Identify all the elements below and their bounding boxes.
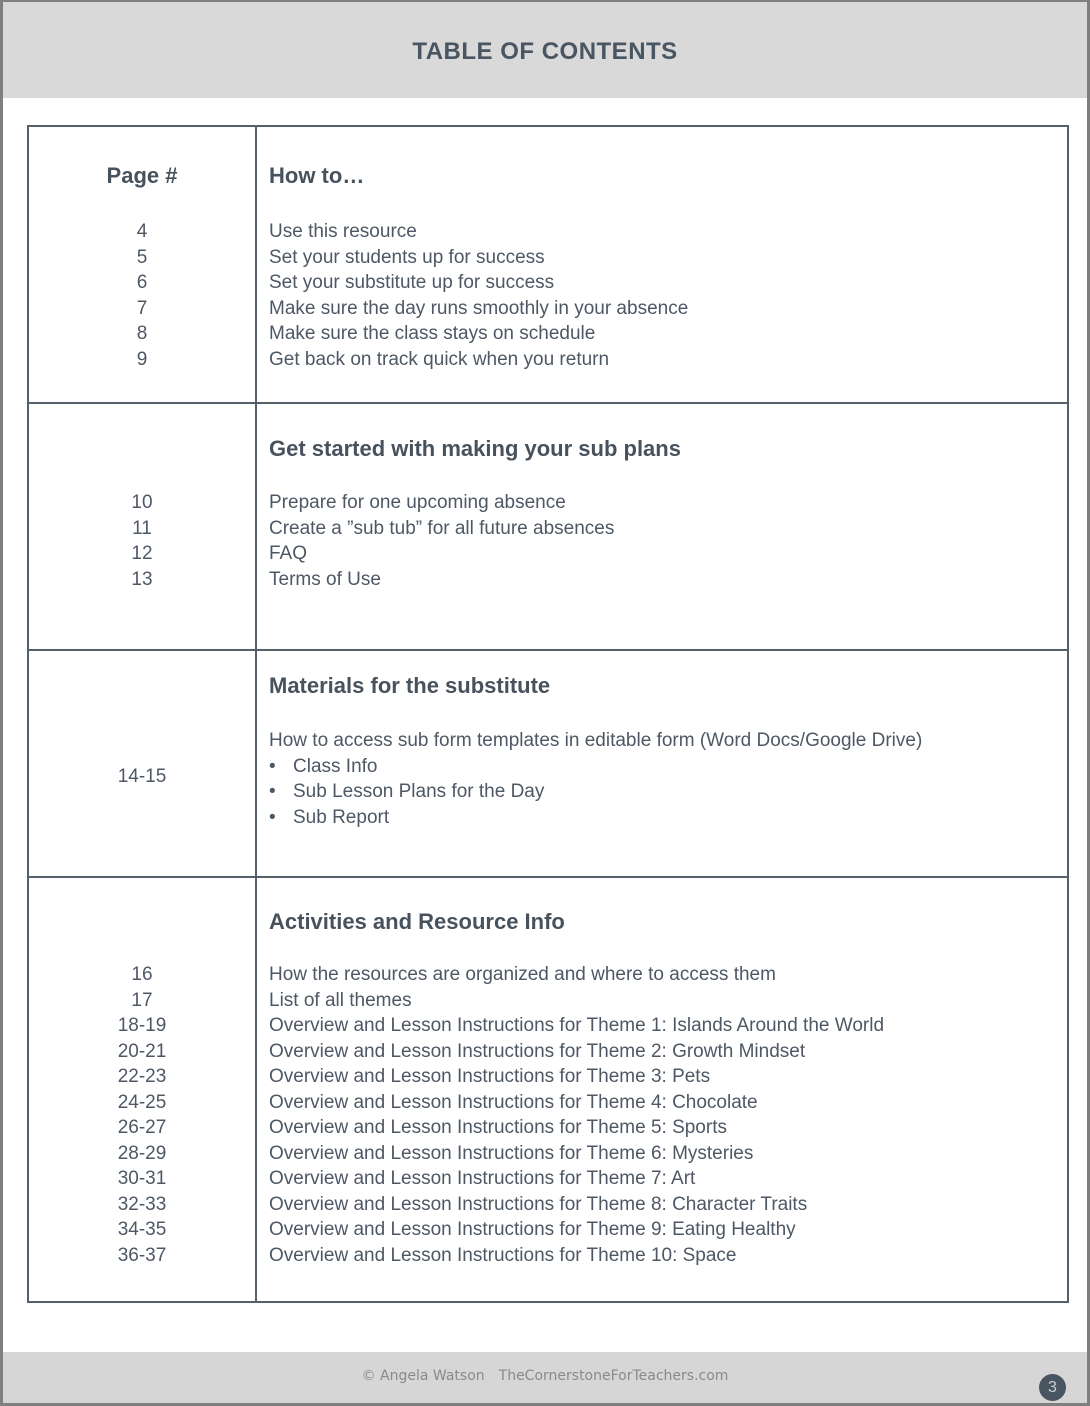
page-number: 30-31 (117, 1168, 167, 1189)
page-number: 10 (131, 492, 153, 513)
toc-entry[interactable]: Prepare for one upcoming absence (269, 492, 566, 513)
footer-credits (3, 1368, 1087, 1384)
page-number: 18-19 (117, 1015, 167, 1036)
bullet-entry[interactable] (269, 779, 1067, 805)
toc-entry[interactable]: Get back on track quick when you return (269, 348, 610, 370)
section-heading: How to… (269, 163, 365, 188)
page-number: 24-25 (117, 1091, 167, 1113)
toc-section-get-started (29, 402, 1067, 649)
toc-entry[interactable]: How the resources are organized and where to access them (269, 964, 776, 985)
page-number: 32-33 (117, 1193, 167, 1215)
section-content-column (257, 651, 1067, 876)
page-number-column (29, 651, 257, 876)
toc-entry[interactable]: List of all themes (269, 989, 412, 1011)
toc-entry[interactable]: Overview and Lesson Instructions for Theme 2: Growth Mindset (269, 1040, 806, 1062)
toc-entry[interactable]: Overview and Lesson Instructions for Theme 1: Islands Around the World (269, 1015, 885, 1036)
toc-entry[interactable]: Overview and Lesson Instructions for Theme 9: Eating Healthy (269, 1219, 796, 1240)
toc-entry[interactable]: Terms of Use (269, 568, 381, 590)
page-number: 11 (132, 517, 152, 539)
toc-entry[interactable]: Create a ”sub tub” for all future absences (269, 517, 615, 539)
bullet-entry[interactable] (269, 805, 1067, 831)
page-number: 36-37 (117, 1244, 167, 1266)
page-number-column (29, 404, 257, 649)
toc-entry[interactable]: Overview and Lesson Instructions for Theme 3: Pets (269, 1066, 711, 1087)
bullet-entry[interactable] (269, 754, 1067, 780)
page-header (3, 2, 1087, 98)
page-number-list (29, 764, 255, 790)
page-number-badge: 3 (1039, 1374, 1066, 1401)
website-link[interactable]: TheCornerstoneForTeachers.com (498, 1368, 729, 1384)
section-item-list (269, 728, 1067, 830)
toc-entry[interactable]: Overview and Lesson Instructions for Theme 10: Space (269, 1244, 737, 1266)
page-number-column (29, 878, 257, 1301)
bullet-icon: • (269, 755, 276, 777)
toc-entry[interactable]: Overview and Lesson Instructions for Theme 5: Sports (269, 1117, 727, 1138)
section-content-column (257, 404, 1067, 649)
toc-entry[interactable]: Overview and Lesson Instructions for Theme 6: Mysteries (269, 1142, 754, 1164)
section-item-list (269, 490, 1067, 592)
page-number: 20-21 (117, 1040, 167, 1062)
page-number: 6 (136, 272, 148, 293)
toc-section-activities (29, 876, 1067, 1301)
page-number: 17 (131, 989, 153, 1011)
page-number-list (29, 490, 255, 592)
toc-entry[interactable]: Make sure the day runs smoothly in your absence (269, 297, 689, 319)
page-number: 5 (136, 246, 148, 268)
page-number: 34-35 (117, 1219, 167, 1240)
page-number-list (29, 219, 255, 372)
page-number: 7 (136, 297, 148, 319)
bullet-label: Class Info (293, 755, 378, 777)
page-number: 16 (131, 964, 153, 985)
page-number: 26-27 (117, 1117, 167, 1138)
toc-entry[interactable]: Overview and Lesson Instructions for Theme 4: Chocolate (269, 1091, 758, 1113)
page-number: 8 (136, 323, 148, 344)
page-number: 12 (131, 543, 153, 564)
bullet-icon: • (269, 806, 276, 828)
page-number-list (29, 962, 255, 1268)
page-number: 9 (136, 348, 148, 370)
toc-entry[interactable]: Set your substitute up for success (269, 272, 555, 293)
copyright-text: © Angela Watson (361, 1368, 485, 1384)
section-heading: Materials for the substitute (269, 673, 551, 698)
section-item-list (269, 962, 1067, 1268)
section-heading: Get started with making your sub plans (269, 436, 681, 461)
toc-entry[interactable]: Make sure the class stays on schedule (269, 323, 596, 344)
bullet-label: Sub Report (293, 806, 390, 828)
toc-entry[interactable]: FAQ (269, 543, 308, 564)
section-heading: Activities and Resource Info (269, 909, 565, 934)
toc-entry[interactable]: Overview and Lesson Instructions for Theme 8: Character Traits (269, 1193, 808, 1215)
toc-section-materials (29, 649, 1067, 876)
toc-entry[interactable]: Use this resource (269, 221, 417, 242)
page-title: TABLE OF CONTENTS (412, 38, 678, 65)
page-number-column (29, 127, 257, 402)
page-number: 22-23 (117, 1066, 167, 1087)
page-number: 4 (136, 221, 148, 242)
toc-table (27, 125, 1069, 1303)
section-content-column (257, 127, 1067, 402)
page-column-header: Page # (106, 163, 178, 188)
toc-entry[interactable]: Overview and Lesson Instructions for Theme 7: Art (269, 1168, 696, 1189)
toc-entry[interactable]: Set your students up for success (269, 246, 545, 268)
page-footer (3, 1352, 1087, 1403)
toc-entry[interactable]: How to access sub form templates in editable form (Word Docs/Google Drive) (269, 730, 923, 751)
section-item-list (269, 219, 1067, 372)
page-number: 14-15 (117, 766, 167, 787)
section-content-column (257, 878, 1067, 1301)
toc-section-how-to (29, 127, 1067, 402)
bullet-icon: • (269, 781, 276, 802)
page-number: 28-29 (117, 1142, 167, 1164)
document-page (3, 2, 1087, 1403)
page-number: 13 (131, 568, 153, 590)
bullet-label: Sub Lesson Plans for the Day (293, 781, 545, 802)
